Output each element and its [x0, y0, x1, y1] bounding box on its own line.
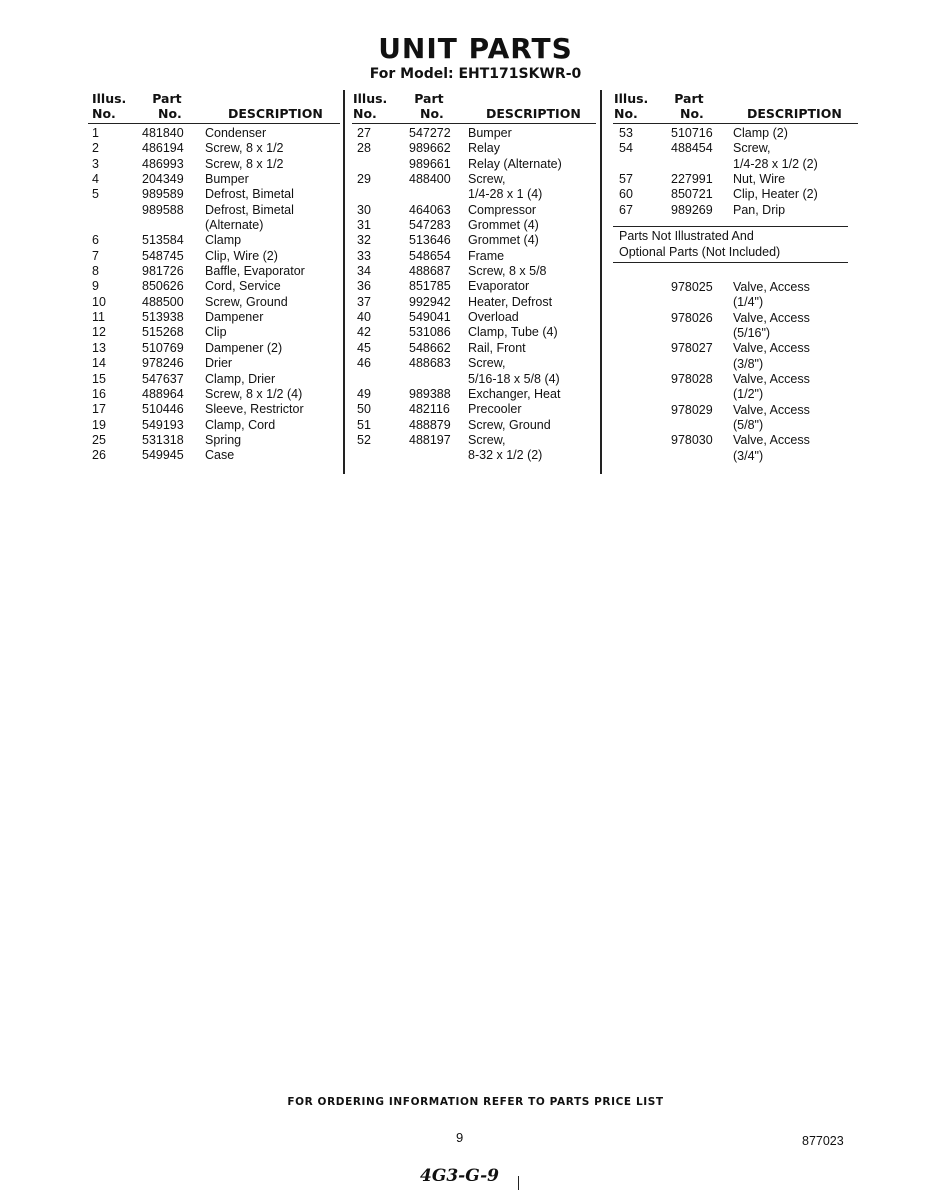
page-title: UNIT PARTS — [378, 32, 573, 65]
list-item: (5/8") — [733, 418, 764, 433]
col3-description-header: DESCRIPTION — [747, 106, 842, 121]
list-item: 978025 Valve, Access — [671, 280, 810, 294]
optional-parts-list — [619, 280, 859, 464]
note-rule-top — [613, 226, 848, 227]
list-item: 978030 Valve, Access — [671, 433, 810, 448]
table-row: 15 547637 Clamp, Drier — [92, 371, 276, 386]
table-row: 5 989589 Defrost, Bimetal — [92, 187, 294, 202]
list-item: (1/4") — [733, 295, 764, 310]
col1-illus-header: Illus. No. — [92, 91, 127, 121]
column-divider-1 — [343, 90, 345, 474]
list-item: 978028 Valve, Access — [671, 372, 810, 387]
table-row: 17 510446 Sleeve, Restrictor — [92, 402, 304, 417]
list-item: (3/8") — [733, 356, 764, 371]
table-row: 13 510769 Dampener (2) — [92, 340, 283, 355]
list-item: 978029 Valve, Access — [671, 402, 810, 417]
parts-column-1 — [92, 126, 340, 464]
page-number: 9 — [456, 1130, 464, 1145]
list-item: 978026 Valve, Access — [671, 310, 810, 325]
table-row: 19 549193 Clamp, Cord — [92, 417, 276, 432]
parts-column-2 — [357, 126, 597, 464]
table-row: 57 227991 Nut, Wire — [619, 172, 786, 187]
table-row: 40 549041 Overload — [357, 310, 519, 325]
table-row: 25 531318 Spring — [92, 432, 242, 447]
list-item: (5/16") — [733, 326, 771, 341]
table-row: 37 992942 Heater, Defrost — [357, 294, 553, 309]
col2-part-header: Part No. — [414, 91, 444, 121]
table-row: 60 850721 Clip, Heater (2) — [619, 187, 818, 202]
col3-illus-header: Illus. No. — [614, 91, 649, 121]
table-row: 49 989388 Exchanger, Heat — [357, 386, 561, 401]
column-divider-2 — [600, 90, 602, 474]
table-row: 31 547283 Grommet (4) — [357, 218, 539, 233]
table-row: 42 531086 Clamp, Tube (4) — [357, 325, 558, 340]
table-row: 12 515268 Clip — [92, 325, 227, 340]
col2-illus-header: Illus. No. — [353, 91, 388, 121]
table-row: 50 482116 Precooler — [357, 402, 522, 417]
table-row: 46 488683 Screw, — [357, 356, 506, 371]
list-item: 978027 Valve, Access — [671, 341, 810, 356]
table-row: 989588 Defrost, Bimetal — [142, 202, 294, 217]
parts-column-3 — [619, 126, 859, 218]
model-subtitle: For Model: EHT171SKWR-0 — [369, 66, 582, 82]
table-row: 67 989269 Pan, Drip — [619, 202, 786, 217]
col3-part-header: Part No. — [674, 91, 704, 121]
table-row: 989661 Relay (Alternate) — [409, 156, 562, 171]
handwritten-tick — [518, 1176, 519, 1190]
table-row: 1 481840 Condenser — [92, 126, 267, 140]
table-row: 51 488879 Screw, Ground — [357, 417, 551, 432]
table-row: 8 981726 Baffle, Evaporator — [92, 264, 305, 279]
col2-description-header: DESCRIPTION — [486, 106, 581, 121]
table-row: 53 510716 Clamp (2) — [619, 126, 788, 140]
table-row: 33 548654 Frame — [357, 248, 505, 263]
table-row: 2 486194 Screw, 8 x 1/2 — [92, 141, 284, 156]
table-row: 7 548745 Clip, Wire (2) — [92, 248, 278, 263]
header-rule-2 — [352, 123, 596, 124]
header-rule-3 — [613, 123, 858, 124]
header-rule-1 — [88, 123, 340, 124]
table-row: 8-32 x 1/2 (2) — [468, 448, 543, 463]
table-row: 54 488454 Screw, — [619, 141, 771, 156]
table-row: 27 547272 Bumper — [357, 126, 512, 140]
table-row: 30 464063 Compressor — [357, 202, 537, 217]
table-row: 5/16-18 x 5/8 (4) — [468, 371, 560, 386]
document-number: 877023 — [802, 1134, 844, 1148]
table-row: 10 488500 Screw, Ground — [92, 294, 288, 309]
list-item: (1/2") — [733, 387, 764, 402]
table-row: 32 513646 Grommet (4) — [357, 233, 539, 248]
table-row: 1/4-28 x 1/2 (2) — [733, 156, 818, 171]
table-row: 26 549945 Case — [92, 448, 235, 463]
table-row: 9 850626 Cord, Service — [92, 279, 281, 294]
table-row: 52 488197 Screw, — [357, 432, 506, 447]
table-row: 14 978246 Drier — [92, 356, 233, 371]
table-row: 3 486993 Screw, 8 x 1/2 — [92, 156, 284, 171]
table-row: 6 513584 Clamp — [92, 233, 242, 248]
col1-description-header: DESCRIPTION — [228, 106, 323, 121]
list-item: (3/4") — [733, 448, 764, 463]
table-row: 28 989662 Relay — [357, 141, 500, 156]
note-rule-bottom — [613, 262, 848, 263]
optional-parts-note: Parts Not Illustrated And Optional Parts (Not Included) — [619, 229, 781, 259]
handwritten-note: 4G3-G-9 — [420, 1166, 499, 1186]
table-row: 16 488964 Screw, 8 x 1/2 (4) — [92, 386, 303, 401]
table-row: 1/4-28 x 1 (4) — [468, 187, 543, 202]
ordering-note: FOR ORDERING INFORMATION REFER TO PARTS PRICE LIST — [287, 1096, 664, 1108]
table-row: 11 513938 Dampener — [92, 310, 264, 325]
table-row: 45 548662 Rail, Front — [357, 340, 526, 355]
table-row: 34 488687 Screw, 8 x 5/8 — [357, 264, 547, 279]
table-row: (Alternate) — [205, 218, 264, 233]
table-row: 29 488400 Screw, — [357, 172, 506, 187]
table-row: 36 851785 Evaporator — [357, 279, 530, 294]
col1-part-header: Part No. — [152, 91, 182, 121]
table-row: 4 204349 Bumper — [92, 172, 249, 187]
